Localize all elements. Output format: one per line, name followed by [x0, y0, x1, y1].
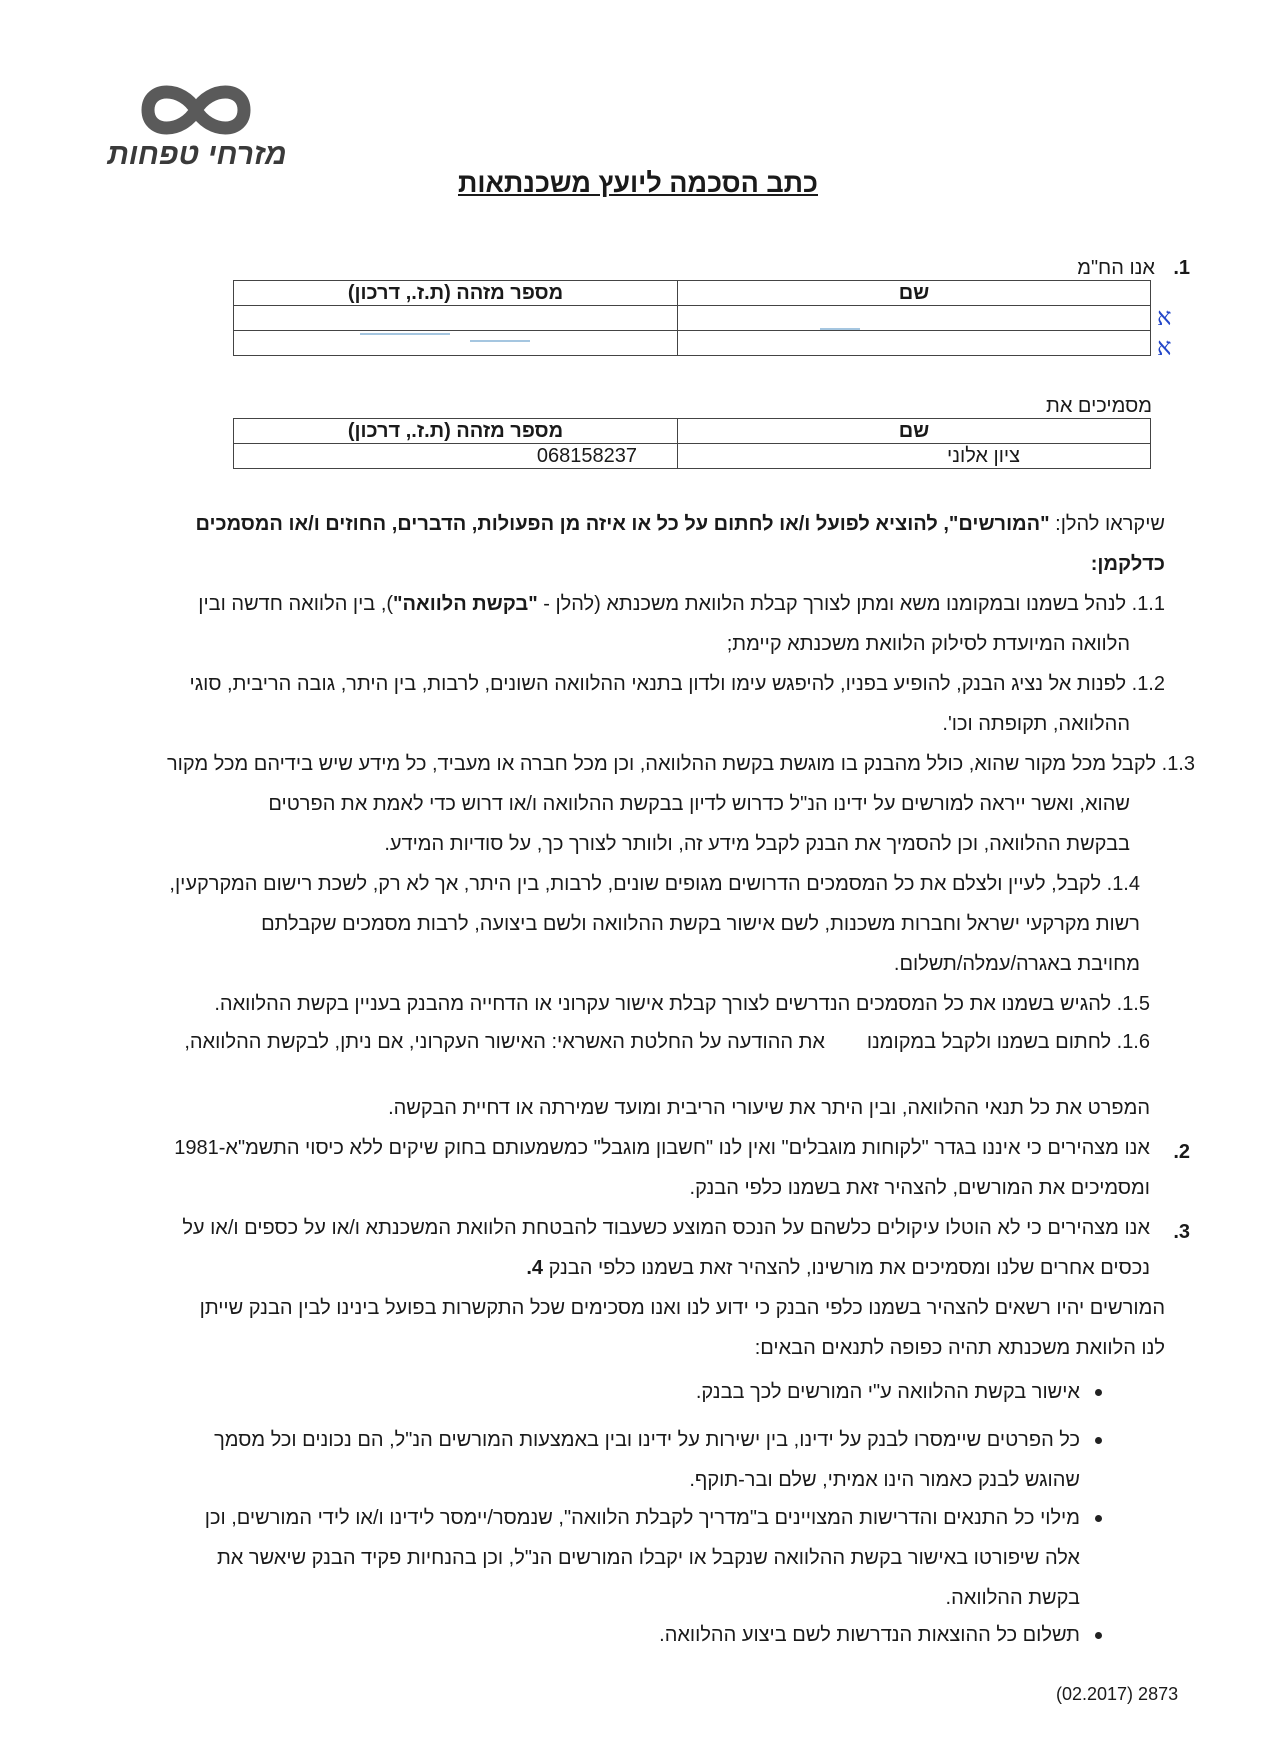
bullet-item-3: מילוי כל התנאים והדרישות המצויינים ב"מדריך לקבלת הלוואה", שנמסר/יימסר לידינו ו/או לידי המורשים, וכן	[204, 1507, 1080, 1529]
infinity-logo-icon	[140, 80, 252, 140]
table-header-row	[234, 281, 1151, 306]
item-1-1	[90, 590, 1165, 618]
item-1-3: 1.3. לקבל מכל מקור שהוא, כולל מהבנק בו מוגשת בקשת ההלוואה, וכן מכל חברה או מעביד, כל מידע שיש בידיהם מכל מקור	[166, 753, 1195, 775]
logo-text: מזרחי טפחות	[107, 138, 287, 171]
table-header-name: שם	[678, 281, 1151, 306]
section-2-line-2: ומסמיכים את המורשים, להצהיר זאת בשמנו כלפי הבנק.	[689, 1177, 1150, 1199]
table-header-id: מספר מזהה (ת.ז., דרכון)	[234, 419, 678, 444]
section-1-number: 1.	[1173, 257, 1190, 279]
section-2-number: 2.	[1173, 1141, 1190, 1163]
bullet-item-2-line-2: שהוגש לבנק כאמור הינו אמיתי, שלם ובר-תוקף.	[689, 1469, 1080, 1491]
item-1-5: 1.5. להגיש בשמנו את כל המסמכים הנדרשים לצורך קבלת אישור עקרוני או הדחייה מהבנק בעניין בקשת ההלוואה.	[214, 993, 1150, 1015]
table-row	[234, 444, 1151, 469]
bullet-item-1: אישור בקשת ההלוואה ע"י המורשים לכך בבנק.	[695, 1381, 1080, 1403]
item-1-1-text: 1.1. לנהל בשמנו ובמקומנו משא ומתן לצורך קבלת הלוואת משכנתא (להלן -	[537, 593, 1165, 615]
borrower-1-id-cell[interactable]	[234, 306, 678, 331]
section-3-line-2	[90, 1254, 1150, 1282]
table-header-name: שם	[678, 419, 1151, 444]
section-4-number: 4.	[526, 1257, 549, 1279]
bullet-dot	[1095, 1632, 1102, 1639]
section-2-line-1: אנו מצהירים כי איננו בגדר "לקוחות מוגבלים" ואין לנו "חשבון מוגבל" כמשמעותם בחוק שיקים ללא כיסוי התשמ"א-1981	[174, 1137, 1150, 1159]
handwritten-mark: א	[1157, 303, 1172, 331]
advisor-name-cell: ציון אלוני	[678, 444, 1151, 469]
item-1-4-line-3: מחויבת באגרה/עמלה/תשלום.	[893, 953, 1140, 975]
item-1-1-bold: "בקשת הלוואה"	[393, 593, 538, 615]
section-3-line-2-text: נכסים אחרים שלנו ומסמיכים את מורשינו, להצהיר זאת בשמנו כלפי הבנק	[548, 1257, 1150, 1279]
form-code-footer: (02.2017) 2873	[1056, 1684, 1179, 1704]
advisor-id-cell: 068158237	[234, 444, 678, 469]
bank-logo	[102, 80, 292, 180]
item-1-4: 1.4. לקבל, לעיין ולצלם את כל המסמכים הדרושים מגופים שונים, לרבות, בין היתר, אך לא רק, לשכת רישום המקרקעין,	[169, 873, 1140, 895]
advisor-table	[233, 418, 1151, 469]
item-1-6-line-2: המפרט את כל תנאי ההלוואה, ובין היתר את שיעורי הריבית ומועד שמירתה או דחיית הבקשה.	[388, 1097, 1150, 1119]
authorize-label: מסמיכים את	[1046, 395, 1152, 417]
item-1-6-part-a: 1.6. לחתום בשמנו ולקבל במקומנו	[866, 1031, 1150, 1053]
redaction-mark	[470, 340, 530, 342]
borrower-1-name-cell[interactable]	[678, 306, 1151, 331]
heirs-paragraph	[90, 510, 1165, 538]
table-row	[234, 306, 1151, 331]
page-title: כתב הסכמה ליועץ משכנתאות	[457, 168, 818, 198]
borrower-2-name-cell[interactable]	[678, 331, 1151, 356]
bullet-item-3-line-3: בקשת ההלוואה.	[945, 1587, 1080, 1609]
bullet-dot	[1095, 1515, 1102, 1522]
section-3-line-1: אנו מצהירים כי לא הוטלו עיקולים כלשהם על הנכס המוצע כשעבוד להבטחת הלוואת המשכנתא ו/או על כספים ו/או על	[182, 1217, 1150, 1239]
redaction-mark	[360, 333, 450, 335]
item-1-2-line-2: ההלוואה, תקופתה וכו'.	[942, 713, 1130, 735]
table-header-id: מספר מזהה (ת.ז., דרכון)	[234, 281, 678, 306]
item-1-1-text-end: ), בין הלוואה חדשה ובין	[198, 593, 394, 615]
item-1-6-part-b: את ההודעה על החלטת האשראי: האישור העקרוני, אם ניתן, לבקשת ההלוואה,	[184, 1031, 825, 1053]
item-1-3-line-3: בבקשת ההלוואה, וכן להסמיך את הבנק לקבל מידע זה, ולוותר לצורך כך, על סודיות המידע.	[384, 833, 1130, 855]
handwritten-mark: א	[1157, 333, 1172, 361]
heirs-bold: "המורשים", להוציא לפועל ו/או לחתום על כל או איזה מן הפעולות, הדברים, החוזים ו/או המסמכים	[195, 513, 1050, 535]
item-1-4-line-2: רשות מקרקעי ישראל וחברות משכנות, לשם אישור בקשת ההלוואה ולשם ביצועה, לרבות מסמכים שקבלתם	[261, 913, 1140, 935]
heirs-bold-line-2: כדלקמן:	[1090, 553, 1165, 575]
bullet-dot	[1095, 1389, 1102, 1396]
item-1-3-line-2: שהוא, ואשר ייראה למורשים על ידינו הנ"ל כדרוש לדיון בבקשת ההלוואה ו/או דרוש כדי לאמת את הפרטים	[268, 793, 1130, 815]
final-paragraph-line-2: לנו הלוואת משכנתא תהיה כפופה לתנאים הבאים:	[754, 1337, 1165, 1359]
bullet-item-4: תשלום כל ההוצאות הנדרשות לשם ביצוע ההלוואה.	[659, 1624, 1080, 1646]
section-1-intro: אנו הח"מ	[1077, 257, 1155, 279]
heirs-prefix: שיקראו להלן:	[1049, 513, 1165, 535]
bullet-item-3-line-2: אלה שיפורטו באישור בקשת ההלוואה שנקבל או יקבלו המורשים הנ"ל, וכן בהנחיות פקיד הבנק שיאשר את	[216, 1547, 1080, 1569]
borrowers-table	[233, 280, 1151, 356]
bullet-dot	[1095, 1437, 1102, 1444]
section-3-number: 3.	[1173, 1221, 1190, 1243]
borrower-2-id-cell[interactable]	[234, 331, 678, 356]
bullet-item-2: כל הפרטים שיימסרו לבנק על ידינו, בין ישירות על ידינו ובין באמצעות המורשים הנ"ל, הם נכונים וכל מסמך	[214, 1429, 1080, 1451]
table-header-row	[234, 419, 1151, 444]
item-1-2: 1.2. לפנות אל נציג הבנק, להופיע בפניו, להיפגש עימו ולדון בתנאי ההלוואה השונים, לרבות, בין היתר, גובה הריבית, סוגי	[189, 673, 1165, 695]
item-1-1-line-2: הלוואה המיועדת לסילוק הלוואת משכנתא קיימת;	[726, 633, 1130, 655]
redaction-mark	[820, 328, 860, 330]
final-paragraph-line-1: המורשים יהיו רשאים להצהיר בשמנו כלפי הבנק כי ידוע לנו ואנו מסכימים שכל התקשרות בפועל בינינו לבין הבנק שייתן	[199, 1297, 1165, 1319]
